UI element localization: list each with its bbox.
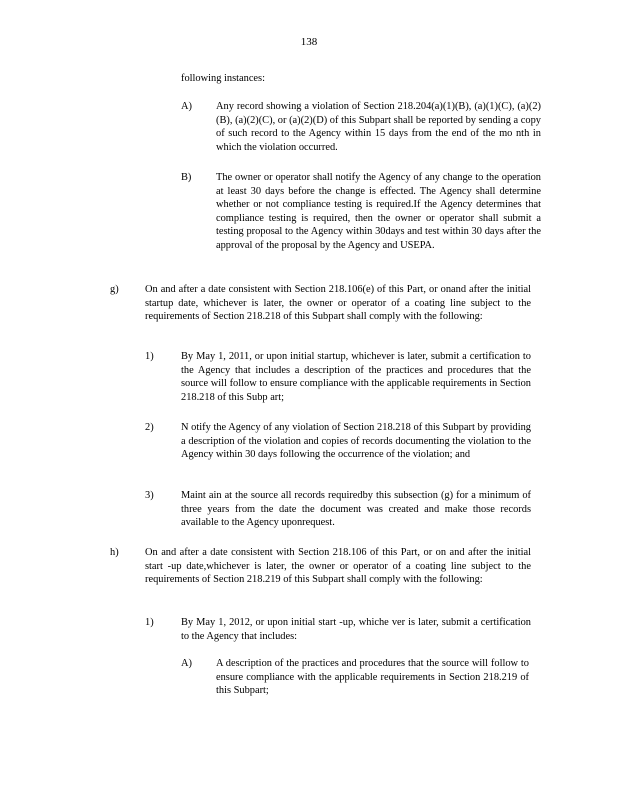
item-label-g1: 1) bbox=[145, 351, 154, 362]
item-text-g3: Maint ain at the source all records requiredby this subsection (g) for a minimum of three years from the date the document was created and make those records available to the Agency uponrequest. bbox=[181, 490, 531, 529]
intro-text: following instances: bbox=[181, 73, 265, 84]
item-text-g: On and after a date consistent with Section 218.106(e) of this Part, or onand after the initial startup date, whichever is later, the owner or operator of a coating line subject to the requirements of Section 218.218 of this Subpart shall comply with the following: bbox=[145, 284, 531, 323]
item-label-h1a: A) bbox=[181, 658, 192, 669]
item-label-h: h) bbox=[110, 547, 119, 558]
item-label-h1: 1) bbox=[145, 617, 154, 628]
item-text-h: On and after a date consistent with Section 218.106 of this Part, or on and after the initial start -up date,whichever is later, the owner or operator of a coating line subject to the requirements of Section 218.219 of this Subpart shall comply with the following: bbox=[145, 547, 531, 586]
item-label-b: B) bbox=[181, 172, 192, 183]
item-label-g3: 3) bbox=[145, 490, 154, 501]
item-label-g: g) bbox=[110, 284, 119, 295]
item-text-g2: N otify the Agency of any violation of Section 218.218 of this Subpart by providing a description of the violation and copies of records documenting the violation to the Agency within 30 days following the occurrence of the violation; and bbox=[181, 422, 531, 461]
item-text-a: Any record showing a violation of Section 218.204(a)(1)(B), (a)(1)(C), (a)(2)(B), (a)(2)(C), or (a)(2)(D) of this Subpart shall be reported by sending a copy of such record to the Agency within 15 days from the end of the mo nth in which the violation occurred. bbox=[216, 101, 541, 153]
item-text-h1: By May 1, 2012, or upon initial start -up, whiche ver is later, submit a certification to the Agency that includes: bbox=[181, 617, 531, 642]
item-label-g2: 2) bbox=[145, 422, 154, 433]
item-text-b: The owner or operator shall notify the Agency of any change to the operation at least 30 days before the change is effected. The Agency shall determine whether or not compliance testing is required.If the Agency determines that compliance testing is required, then the owner or operator shall submit a testing proposal to the Agency within 30days and test within 30 days after the approval of the proposal by the Agency and USEPA. bbox=[216, 172, 541, 251]
page-number: 138 bbox=[300, 36, 318, 48]
item-text-g1: By May 1, 2011, or upon initial startup, whichever is later, submit a certification to the Agency that includes a description of the practices and procedures that the source will follow to ensure compliance with the applicable requirements in Section 218.218 of this Subp art; bbox=[181, 351, 531, 403]
item-text-h1a: A description of the practices and procedures that the source will follow to ensure compliance with the applicable requirements in Section 218.219 of this Subpart; bbox=[216, 658, 529, 697]
item-label-a: A) bbox=[181, 101, 192, 112]
